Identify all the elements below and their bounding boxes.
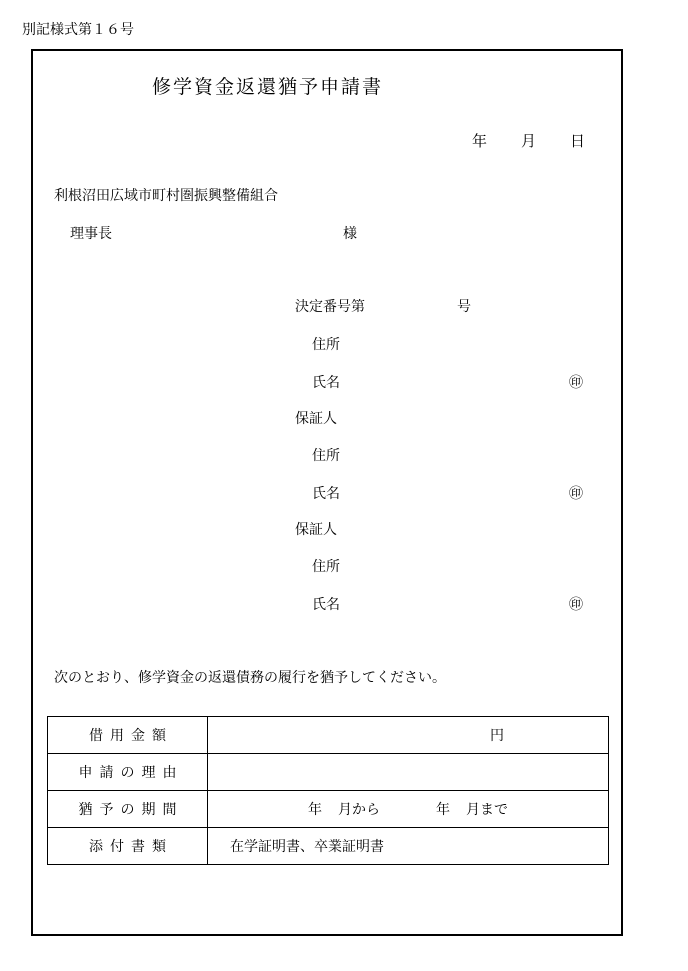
applicant-name-label: 氏名 [312,375,340,391]
guarantor1-seal-mark: ㊞ [569,486,583,502]
applicant-seal-mark: ㊞ [569,375,583,391]
period-label: 猶予の期間 [48,791,208,828]
period-to-month: 月まで [466,802,508,818]
period-to-year: 年 [436,802,450,818]
reason-field[interactable] [208,754,609,791]
application-details-table [47,716,609,865]
guarantor2-name-label: 氏名 [312,597,340,613]
date-year-label: 年 [472,132,488,150]
period-row [48,791,609,828]
reason-label: 申請の理由 [48,754,208,791]
period-from-year: 年 [308,802,322,818]
guarantor1-name-label: 氏名 [312,486,340,502]
attachments-label: 添付書類 [48,828,208,865]
loan-amount-row [48,717,609,754]
guarantor2-seal-mark: ㊞ [569,597,583,613]
loan-amount-label: 借用金額 [48,717,208,754]
date-month-label: 月 [521,132,537,150]
period-field[interactable] [208,791,609,828]
attachments-row [48,828,609,865]
guarantor1-label: 保証人 [295,411,337,427]
guarantor1-address-label: 住所 [312,448,340,464]
loan-amount-field[interactable] [208,717,609,754]
applicant-address-label: 住所 [312,337,340,353]
addressee-title: 理事長 [70,226,112,242]
document-title: 修学資金返還猶予申請書 [152,76,384,98]
attachments-field[interactable]: 在学証明書、卒業証明書 [208,828,609,865]
guarantor2-label: 保証人 [295,522,337,538]
decision-number-suffix: 号 [457,299,471,315]
decision-number-prefix: 決定番号第 [295,299,365,315]
loan-amount-unit: 円 [490,728,504,744]
addressee-organization: 利根沼田広域市町村圏振興整備組合 [54,188,278,204]
addressee-honorific: 様 [343,226,357,242]
guarantor2-address-label: 住所 [312,559,340,575]
reason-row [48,754,609,791]
period-from-month: 月から [338,802,380,818]
form-number: 別記様式第１６号 [22,22,134,38]
date-day-label: 日 [570,132,586,150]
request-statement: 次のとおり、修学資金の返還債務の履行を猶予してください。 [54,670,446,686]
